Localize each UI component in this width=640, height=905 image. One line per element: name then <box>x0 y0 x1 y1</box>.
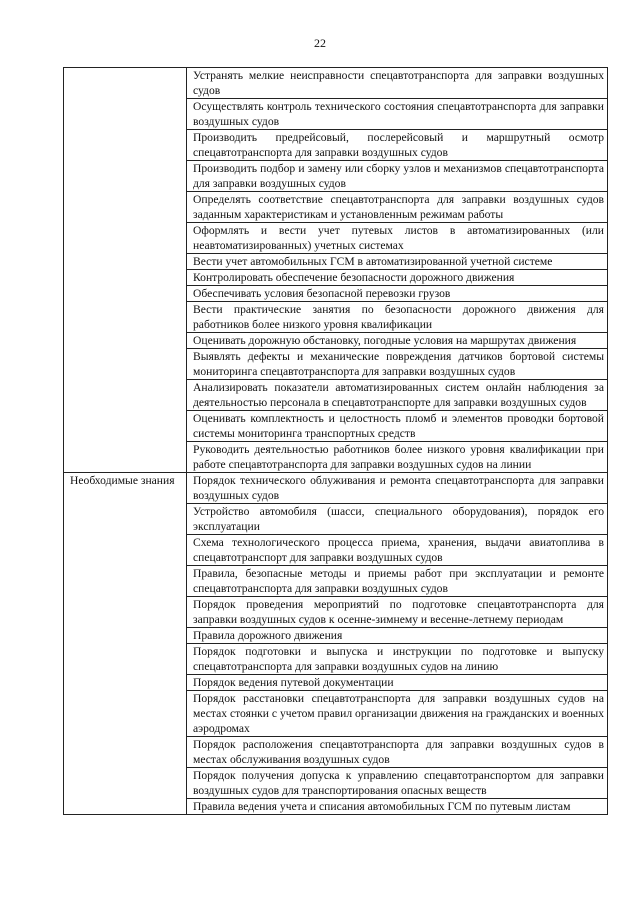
table-cell-item: Вести практические занятия по безопасности дорожного движения для работников более низкого уровня квалификации <box>187 302 608 333</box>
table-cell-item: Порядок проведения мероприятий по подготовке спецавтотранспорта для заправки воздушных судов к осенне-зимнему и весенне-летнему периодам <box>187 597 608 628</box>
table-cell-item: Руководить деятельностью работников более низкого уровня квалификации при работе спецавтотранспорта для заправки воздушных судов на линии <box>187 442 608 473</box>
table-row <box>64 68 608 99</box>
section-label-empty <box>64 68 187 473</box>
table-cell-item: Выявлять дефекты и механические повреждения датчиков бортовой системы мониторинга спецавтотранспорта для заправки воздушных судов <box>187 349 608 380</box>
table-cell-item: Устранять мелкие неисправности спецавтотранспорта для заправки воздушных судов <box>187 68 608 99</box>
table-body <box>64 68 608 815</box>
table-cell-item: Определять соответствие спецавтотранспорта для заправки воздушных судов заданным характеристикам и установленным режимам работы <box>187 192 608 223</box>
table-cell-item: Производить подбор и замену или сборку узлов и механизмов спецавтотранспорта для заправки воздушных судов <box>187 161 608 192</box>
table-row <box>64 473 608 504</box>
table-cell-item: Устройство автомобиля (шасси, специального оборудования), порядок его эксплуатации <box>187 504 608 535</box>
table-cell-item: Анализировать показатели автоматизированных систем онлайн наблюдения за деятельностью персонала в спецавтотранспорте для заправки воздушных судов <box>187 380 608 411</box>
table-cell-item: Вести учет автомобильных ГСМ в автоматизированной учетной системе <box>187 254 608 270</box>
table-cell-item: Порядок расположения спецавтотранспорта для заправки воздушных судов в местах обслуживания воздушных судов <box>187 737 608 768</box>
table-cell-item: Обеспечивать условия безопасной перевозки грузов <box>187 286 608 302</box>
table-cell-item: Оценивать дорожную обстановку, погодные условия на маршрутах движения <box>187 333 608 349</box>
page-number: 22 <box>314 36 326 50</box>
section-label: Необходимые знания <box>64 473 187 815</box>
table-cell-item: Порядок подготовки и выпуска и инструкции по подготовке и выпуску спецавтотранспорта для заправки воздушных судов на линию <box>187 644 608 675</box>
table-cell-item: Оценивать комплектность и целостность пломб и элементов проводки бортовой системы мониторинга транспортных средств <box>187 411 608 442</box>
table-cell-item: Порядок получения допуска к управлению спецавтотранспортом для заправки воздушных судов для транспортирования опасных веществ <box>187 768 608 799</box>
table-cell-item: Схема технологического процесса приема, хранения, выдачи авиатоплива в спецавтотранспорт для заправки воздушных судов <box>187 535 608 566</box>
table-cell-item: Контролировать обеспечение безопасности дорожного движения <box>187 270 608 286</box>
table-cell-item: Правила, безопасные методы и приемы работ при эксплуатации и ремонте спецавтотранспорта для заправки воздушных судов <box>187 566 608 597</box>
table-cell-item: Производить предрейсовый, послерейсовый и маршрутный осмотр спецавтотранспорта для заправки воздушных судов <box>187 130 608 161</box>
table-cell-item: Правила ведения учета и списания автомобильных ГСМ по путевым листам <box>187 799 608 815</box>
table-cell-item: Правила дорожного движения <box>187 628 608 644</box>
table-cell-item: Порядок ведения путевой документации <box>187 675 608 691</box>
competency-table <box>63 67 608 815</box>
table-cell-item: Порядок технического облуживания и ремонта спецавтотранспорта для заправки воздушных судов <box>187 473 608 504</box>
table-cell-item: Порядок расстановки спецавтотранспорта для заправки воздушных судов на местах стоянки с учетом правил организации движения на гражданских и военных аэродромах <box>187 691 608 737</box>
table-cell-item: Оформлять и вести учет путевых листов в автоматизированных (или неавтоматизированных) учетных системах <box>187 223 608 254</box>
table-cell-item: Осуществлять контроль технического состояния спецавтотранспорта для заправки воздушных судов <box>187 99 608 130</box>
